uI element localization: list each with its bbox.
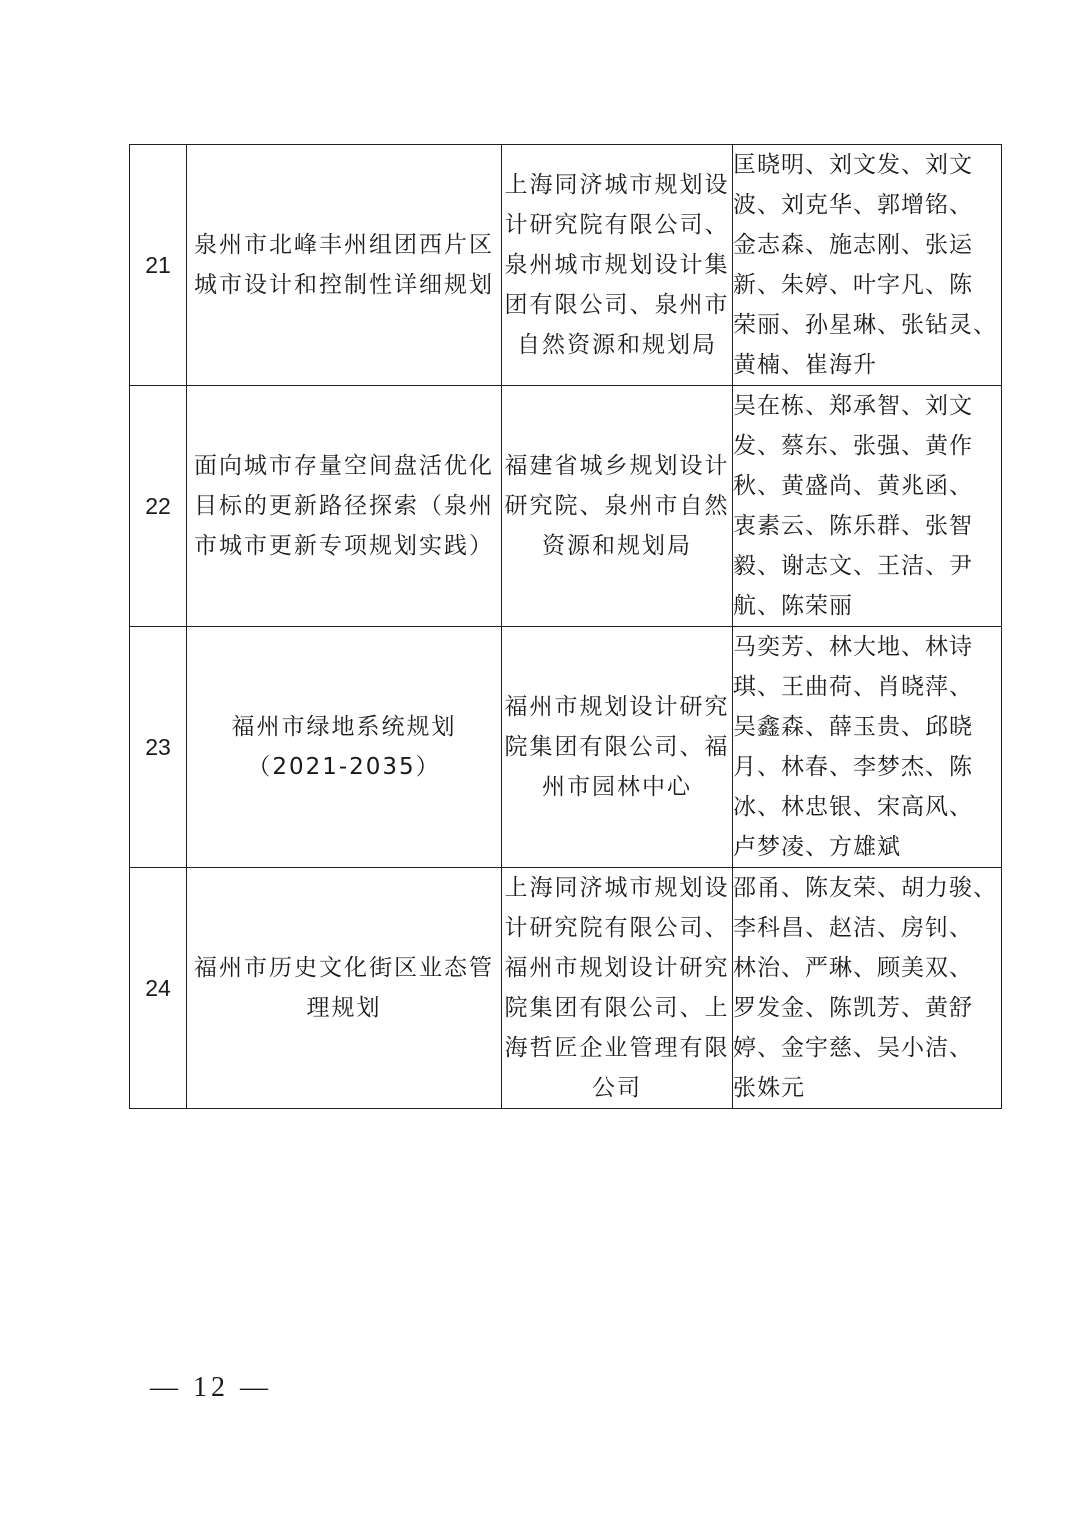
member-line: 吴在栋、郑承智、刘文 bbox=[733, 393, 973, 419]
project-name: 福州市绿地系统规划（2021-2035） bbox=[187, 627, 502, 868]
member-line: 冰、林忠银、宋高风、 bbox=[733, 794, 973, 820]
member-line: 吴鑫森、薛玉贵、邱晓 bbox=[733, 714, 973, 740]
member-line: 马奕芳、林大地、林诗 bbox=[733, 634, 973, 660]
member-line: 金志森、施志刚、张运 bbox=[733, 232, 973, 258]
team-members bbox=[733, 627, 1002, 868]
team-members bbox=[733, 145, 1002, 386]
member-line: 航、陈荣丽 bbox=[733, 593, 853, 619]
member-line: 琪、王曲荷、肖晓萍、 bbox=[733, 674, 973, 700]
organization: 福建省城乡规划设计研究院、泉州市自然资源和规划局 bbox=[502, 386, 733, 627]
member-line: 毅、谢志文、王洁、尹 bbox=[733, 553, 973, 579]
member-line: 邵甬、陈友荣、胡力骏、 bbox=[733, 875, 997, 901]
table-row bbox=[130, 386, 1002, 627]
member-line: 李科昌、赵洁、房钊、 bbox=[733, 915, 973, 941]
team-members bbox=[733, 868, 1002, 1109]
member-line: 黄楠、崔海升 bbox=[733, 352, 877, 378]
row-number: 22 bbox=[130, 386, 187, 627]
table-row bbox=[130, 868, 1002, 1109]
member-line: 匡晓明、刘文发、刘文 bbox=[733, 152, 973, 178]
table-row bbox=[130, 145, 1002, 386]
member-line: 发、蔡东、张强、黄作 bbox=[733, 433, 973, 459]
member-line: 罗发金、陈凯芳、黄舒 bbox=[733, 995, 973, 1021]
member-line: 波、刘克华、郭增铭、 bbox=[733, 192, 973, 218]
member-line: 婷、金宇慈、吴小洁、 bbox=[733, 1035, 973, 1061]
team-members bbox=[733, 386, 1002, 627]
row-number: 23 bbox=[130, 627, 187, 868]
organization: 上海同济城市规划设计研究院有限公司、福州市规划设计研究院集团有限公司、上海哲匠企业管理有限公司 bbox=[502, 868, 733, 1109]
member-line: 张姝元 bbox=[733, 1075, 805, 1101]
project-name: 福州市历史文化街区业态管理规划 bbox=[187, 868, 502, 1109]
table-row bbox=[130, 627, 1002, 868]
organization: 福州市规划设计研究院集团有限公司、福州市园林中心 bbox=[502, 627, 733, 868]
organization: 上海同济城市规划设计研究院有限公司、泉州城市规划设计集团有限公司、泉州市自然资源和规划局 bbox=[502, 145, 733, 386]
row-number: 24 bbox=[130, 868, 187, 1109]
project-name: 泉州市北峰丰州组团西片区城市设计和控制性详细规划 bbox=[187, 145, 502, 386]
member-line: 秋、黄盛尚、黄兆函、 bbox=[733, 473, 973, 499]
project-name: 面向城市存量空间盘活优化目标的更新路径探索（泉州市城市更新专项规划实践） bbox=[187, 386, 502, 627]
member-line: 月、林春、李梦杰、陈 bbox=[733, 754, 973, 780]
member-line: 林治、严琳、顾美双、 bbox=[733, 955, 973, 981]
member-line: 荣丽、孙星琳、张钻灵、 bbox=[733, 312, 997, 338]
member-line: 新、朱婷、叶字凡、陈 bbox=[733, 272, 973, 298]
member-line: 卢梦凌、方雄斌 bbox=[733, 834, 901, 860]
awards-table bbox=[129, 144, 1002, 1109]
row-number: 21 bbox=[130, 145, 187, 386]
page-number: — 12 — bbox=[150, 1372, 272, 1403]
member-line: 衷素云、陈乐群、张智 bbox=[733, 513, 973, 539]
